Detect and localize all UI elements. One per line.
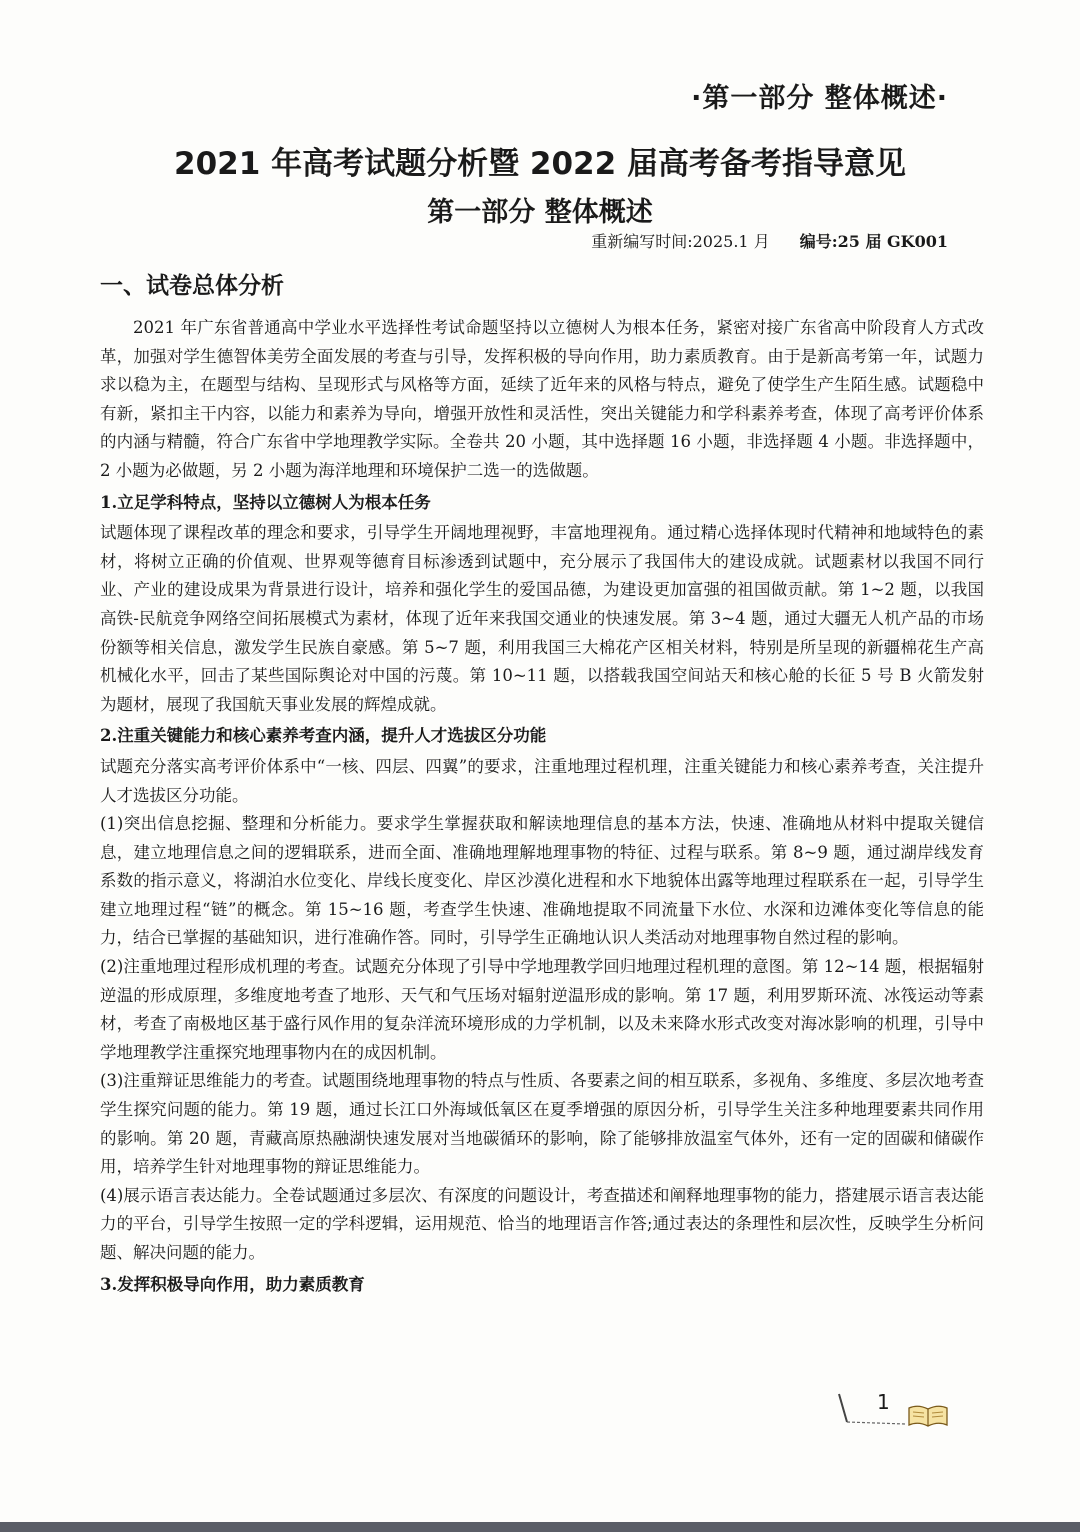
point2-item-4: (4)展示语言表达能力。全卷试题通过多层次、有深度的问题设计，考查描述和阐释地理事物的能力，搭建展示语言表达能力的平台，引导学生按照一定的学科逻辑，运用规范、恰当的地理语言作答;通过表达的条理性和层次性，反映学生分析问题、解决问题的能力。 <box>100 1185 984 1262</box>
point2-item-2: (2)注重地理过程形成机理的考查。试题充分体现了引导中学地理教学回归地理过程机理的意图。第 12~14 题，根据辐射逆温的形成原理，多维度地考查了地形、天气和气压场对辐射逆温形成的影响。第 17 题，利用罗斯环流、冰筏运动等素材，考查了南极地区基于盛行风作用的复杂洋流环境形成的力学机制，以及未来降水形式改变对海冰影响的机理，引导中学地理教学注重探究地理事物内在的成因机制。 <box>100 957 984 1062</box>
document-subtitle: 第一部分 整体概述 <box>427 197 653 228</box>
section-heading: 一、试卷总体分析 <box>100 273 284 299</box>
point1-paragraph: 试题体现了课程改革的理念和要求，引导学生开阔地理视野，丰富地理视角。通过精心选择体现时代精神和地域特色的素材，将树立正确的价值观、世界观等德育目标渗透到试题中，充分展示了我国伟大的建设成就。试题素材以我国不同行业、产业的建设成果为背景进行设计，培养和强化学生的爱国品德，为建设更加富强的祖国做贡献。第 1~2 题，以我国高铁-民航竞争网络空间拓展模式为素材，体现了近年来我国交通业的快速发展。第 3~4 题，通过大疆无人机产品的市场份额等相关信息，激发学生民族自豪感。第 5~7 题，利用我国三大棉花产区相关材料，特别是所呈现的新疆棉花生产高机械化水平，回击了某些国际舆论对中国的污蔑。第 10~11 题，以搭载我国空间站天和核心舱的长征 5 号 B 火箭发射为题材，展现了我国航天事业发展的辉煌成就。 <box>100 523 984 714</box>
point2-item-3: (3)注重辩证思维能力的考查。试题围绕地理事物的特点与性质、各要素之间的相互联系，多视角、多维度、多层次地考查学生探究问题的能力。第 19 题，通过长江口外海域低氧区在夏季增强的原因分析，引导学生关注多种地理要素共同作用的影响。第 20 题，青藏高原热融湖快速发展对当地碳循环的影响，除了能够排放温室气体外，还有一定的固碳和储碳作用，培养学生针对地理事物的辩证思维能力。 <box>100 1071 984 1177</box>
intro-paragraph: 2021 年广东省普通高中学业水平选择性考试命题坚持以立德树人为根本任务，紧密对接广东省高中阶段育人方式改革，加强对学生德智体美劳全面发展的考查与引导，发挥积极的导向作用，助力素质教育。由于是新高考第一年，试题力求以稳为主，在题型与结构、呈现形式与风格等方面，延续了近年来的风格与特点，避免了使学生产生陌生感。试题稳中有新，紧扣主干内容，以能力和素养为导向，增强开放性和灵活性，突出关键能力和学科素养考查，体现了高考评价体系的内涵与精髓，符合广东省中学地理教学实际。全卷共 20 小题，其中选择题 16 小题，非选择题 4 小题。非选择题中，2 小题为必做题，另 2 小题为海洋地理和环境保护二选一的选做题。 <box>100 318 984 480</box>
point2-heading: 2.注重关键能力和核心素养考查内涵，提升人才选拔区分功能 <box>100 726 547 746</box>
bottom-bar <box>0 1522 1080 1532</box>
document-code: 编号:25 届 GK001 <box>799 232 948 251</box>
revision-time: 重新编写时间:2025.1 月 <box>591 232 770 251</box>
page-number-decoration <box>835 1388 955 1432</box>
document-title: 2021 年高考试题分析暨 2022 届高考备考指导意见 <box>174 146 906 182</box>
book-icon <box>907 1402 949 1428</box>
page-number: 1 <box>877 1390 890 1414</box>
body-text <box>100 314 984 1301</box>
point2-item-1: (1)突出信息挖掘、整理和分析能力。要求学生掌握获取和解读地理信息的基本方法，快速、准确地从材料中提取关键信息，建立地理信息之间的逻辑联系，进而全面、准确地理解地理事物的特征、过程与联系。第 8~9 题，通过湖岸线发育系数的指示意义，将湖泊水位变化、岸线长度变化、岸区沙漠化进程和水下地貌体出露等地理过程联系在一起，引导学生建立地理过程“链”的概念。第 15~16 题，考查学生快速、准确地提取不同流量下水位、水深和边滩体变化等信息的能力，结合已掌握的基础知识，进行准确作答。同时，引导学生正确地认识人类活动对地理事物自然过程的影响。 <box>100 814 984 948</box>
point2-paragraph: 试题充分落实高考评价体系中“一核、四层、四翼”的要求，注重地理过程机理，注重关键能力和核心素养考查，关注提升人才选拔区分功能。 <box>100 756 984 805</box>
point3-heading: 3.发挥积极导向作用，助力素质教育 <box>100 1274 365 1294</box>
point1-heading: 1.立足学科特点，坚持以立德树人为根本任务 <box>100 492 431 512</box>
running-header: ·第一部分 整体概述· <box>691 83 948 114</box>
meta-line <box>591 229 948 252</box>
